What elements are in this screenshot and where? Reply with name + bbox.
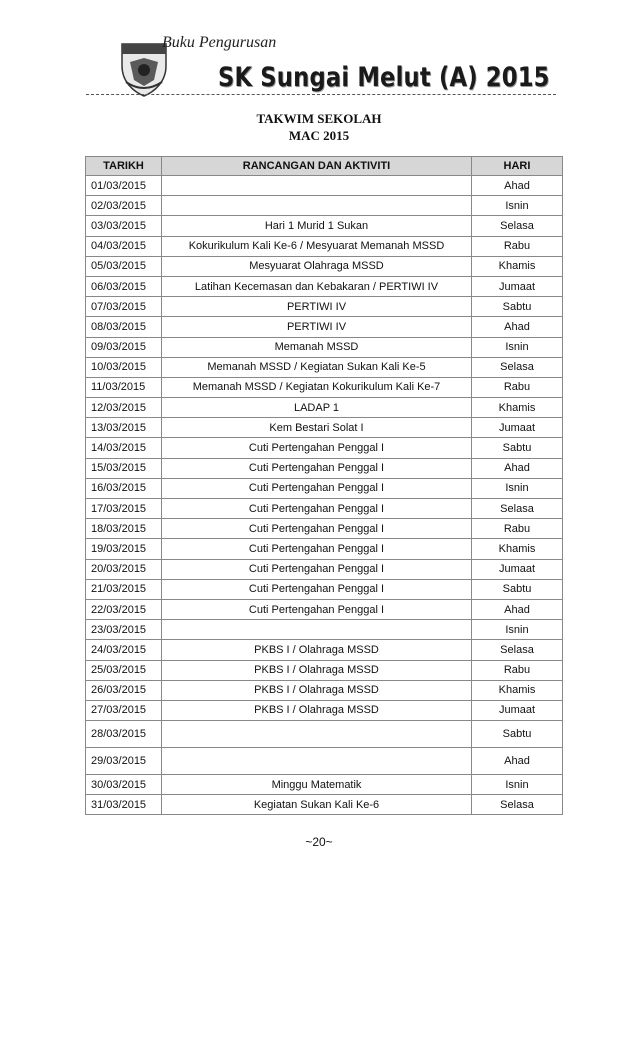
activity-cell: PKBS I / Olahraga MSSD — [162, 660, 472, 680]
date-cell: 08/03/2015 — [86, 317, 162, 337]
day-cell: Isnin — [472, 337, 563, 357]
date-cell: 10/03/2015 — [86, 357, 162, 377]
page-header — [0, 0, 638, 100]
day-cell: Ahad — [472, 458, 563, 478]
school-name: SK Sungai Melut (A) 2015 — [218, 62, 550, 93]
day-cell: Jumaat — [472, 418, 563, 438]
table-row — [86, 721, 563, 748]
date-cell: 19/03/2015 — [86, 539, 162, 559]
day-cell: Ahad — [472, 317, 563, 337]
activity-cell: Cuti Pertengahan Penggal I — [162, 519, 472, 539]
table-row — [86, 297, 563, 317]
day-cell: Khamis — [472, 539, 563, 559]
activity-cell: Kokurikulum Kali Ke-6 / Mesyuarat Memanah MSSD — [162, 236, 472, 256]
activity-cell: Kegiatan Sukan Kali Ke-6 — [162, 795, 472, 815]
activity-cell: Cuti Pertengahan Penggal I — [162, 478, 472, 498]
date-cell: 22/03/2015 — [86, 599, 162, 619]
activity-cell — [162, 721, 472, 748]
day-cell: Ahad — [472, 176, 563, 196]
column-header-date: TARIKH — [86, 157, 162, 176]
date-cell: 13/03/2015 — [86, 418, 162, 438]
date-cell: 17/03/2015 — [86, 499, 162, 519]
activity-cell: PKBS I / Olahraga MSSD — [162, 700, 472, 720]
activity-cell: Memanah MSSD — [162, 337, 472, 357]
activity-cell — [162, 620, 472, 640]
table-row — [86, 748, 563, 775]
activity-cell: PERTIWI IV — [162, 317, 472, 337]
table-row — [86, 276, 563, 296]
date-cell: 14/03/2015 — [86, 438, 162, 458]
table-row — [86, 418, 563, 438]
day-cell: Isnin — [472, 775, 563, 795]
date-cell: 31/03/2015 — [86, 795, 162, 815]
table-row — [86, 256, 563, 276]
table-row — [86, 236, 563, 256]
table-header-row — [86, 157, 563, 176]
table-row — [86, 660, 563, 680]
day-cell: Selasa — [472, 499, 563, 519]
day-cell: Khamis — [472, 680, 563, 700]
date-cell: 12/03/2015 — [86, 398, 162, 418]
activity-cell: Minggu Matematik — [162, 775, 472, 795]
date-cell: 15/03/2015 — [86, 458, 162, 478]
table-row — [86, 640, 563, 660]
day-cell: Isnin — [472, 196, 563, 216]
day-cell: Sabtu — [472, 297, 563, 317]
activity-cell: Cuti Pertengahan Penggal I — [162, 579, 472, 599]
date-cell: 02/03/2015 — [86, 196, 162, 216]
activity-cell: Hari 1 Murid 1 Sukan — [162, 216, 472, 236]
date-cell: 21/03/2015 — [86, 579, 162, 599]
date-cell: 05/03/2015 — [86, 256, 162, 276]
activity-cell: Latihan Kecemasan dan Kebakaran / PERTIWI IV — [162, 276, 472, 296]
activity-cell: Cuti Pertengahan Penggal I — [162, 458, 472, 478]
calendar-table — [85, 156, 563, 815]
date-cell: 04/03/2015 — [86, 236, 162, 256]
day-cell: Selasa — [472, 357, 563, 377]
table-body — [86, 176, 563, 815]
table-row — [86, 559, 563, 579]
column-header-activity: RANCANGAN DAN AKTIVITI — [162, 157, 472, 176]
table-row — [86, 216, 563, 236]
date-cell: 27/03/2015 — [86, 700, 162, 720]
day-cell: Rabu — [472, 660, 563, 680]
date-cell: 24/03/2015 — [86, 640, 162, 660]
table-row — [86, 680, 563, 700]
activity-cell: PKBS I / Olahraga MSSD — [162, 640, 472, 660]
date-cell: 26/03/2015 — [86, 680, 162, 700]
day-cell: Ahad — [472, 599, 563, 619]
day-cell: Jumaat — [472, 559, 563, 579]
table-row — [86, 775, 563, 795]
document-title: TAKWIM SEKOLAH — [256, 111, 382, 126]
date-cell: 06/03/2015 — [86, 276, 162, 296]
table-row — [86, 398, 563, 418]
day-cell: Sabtu — [472, 438, 563, 458]
day-cell: Rabu — [472, 236, 563, 256]
day-cell: Selasa — [472, 795, 563, 815]
table-row — [86, 196, 563, 216]
table-row — [86, 599, 563, 619]
header-subtitle: Buku Pengurusan — [162, 34, 277, 51]
date-cell: 23/03/2015 — [86, 620, 162, 640]
table-row — [86, 795, 563, 815]
activity-cell: Mesyuarat Olahraga MSSD — [162, 256, 472, 276]
table-row — [86, 478, 563, 498]
activity-cell: Cuti Pertengahan Penggal I — [162, 559, 472, 579]
table-row — [86, 620, 563, 640]
activity-cell: Kem Bestari Solat I — [162, 418, 472, 438]
activity-cell: Cuti Pertengahan Penggal I — [162, 438, 472, 458]
date-cell: 11/03/2015 — [86, 377, 162, 397]
document-month: MAC 2015 — [288, 128, 350, 143]
activity-cell — [162, 748, 472, 775]
date-cell: 07/03/2015 — [86, 297, 162, 317]
activity-cell: Cuti Pertengahan Penggal I — [162, 599, 472, 619]
activity-cell: PKBS I / Olahraga MSSD — [162, 680, 472, 700]
date-cell: 20/03/2015 — [86, 559, 162, 579]
date-cell: 28/03/2015 — [86, 721, 162, 748]
table-row — [86, 458, 563, 478]
table-row — [86, 176, 563, 196]
date-cell: 16/03/2015 — [86, 478, 162, 498]
activity-cell: Memanah MSSD / Kegiatan Kokurikulum Kali Ke-7 — [162, 377, 472, 397]
date-cell: 29/03/2015 — [86, 748, 162, 775]
activity-cell: PERTIWI IV — [162, 297, 472, 317]
table-row — [86, 700, 563, 720]
day-cell: Sabtu — [472, 721, 563, 748]
table-row — [86, 539, 563, 559]
date-cell: 18/03/2015 — [86, 519, 162, 539]
date-cell: 03/03/2015 — [86, 216, 162, 236]
table-row — [86, 317, 563, 337]
table-row — [86, 357, 563, 377]
day-cell: Jumaat — [472, 700, 563, 720]
table-row — [86, 337, 563, 357]
activity-cell: Cuti Pertengahan Penggal I — [162, 539, 472, 559]
table-row — [86, 579, 563, 599]
activity-cell — [162, 196, 472, 216]
day-cell: Sabtu — [472, 579, 563, 599]
day-cell: Jumaat — [472, 276, 563, 296]
activity-cell: LADAP 1 — [162, 398, 472, 418]
table-row — [86, 519, 563, 539]
date-cell: 09/03/2015 — [86, 337, 162, 357]
table-row — [86, 499, 563, 519]
header-divider — [86, 94, 556, 95]
column-header-day: HARI — [472, 157, 563, 176]
date-cell: 01/03/2015 — [86, 176, 162, 196]
activity-cell — [162, 176, 472, 196]
day-cell: Rabu — [472, 377, 563, 397]
day-cell: Rabu — [472, 519, 563, 539]
day-cell: Isnin — [472, 478, 563, 498]
table-row — [86, 438, 563, 458]
page-number: ~20~ — [305, 835, 333, 849]
day-cell: Ahad — [472, 748, 563, 775]
activity-cell: Memanah MSSD / Kegiatan Sukan Kali Ke-5 — [162, 357, 472, 377]
day-cell: Khamis — [472, 256, 563, 276]
day-cell: Isnin — [472, 620, 563, 640]
day-cell: Selasa — [472, 216, 563, 236]
day-cell: Khamis — [472, 398, 563, 418]
date-cell: 30/03/2015 — [86, 775, 162, 795]
table-row — [86, 377, 563, 397]
activity-cell: Cuti Pertengahan Penggal I — [162, 499, 472, 519]
date-cell: 25/03/2015 — [86, 660, 162, 680]
day-cell: Selasa — [472, 640, 563, 660]
